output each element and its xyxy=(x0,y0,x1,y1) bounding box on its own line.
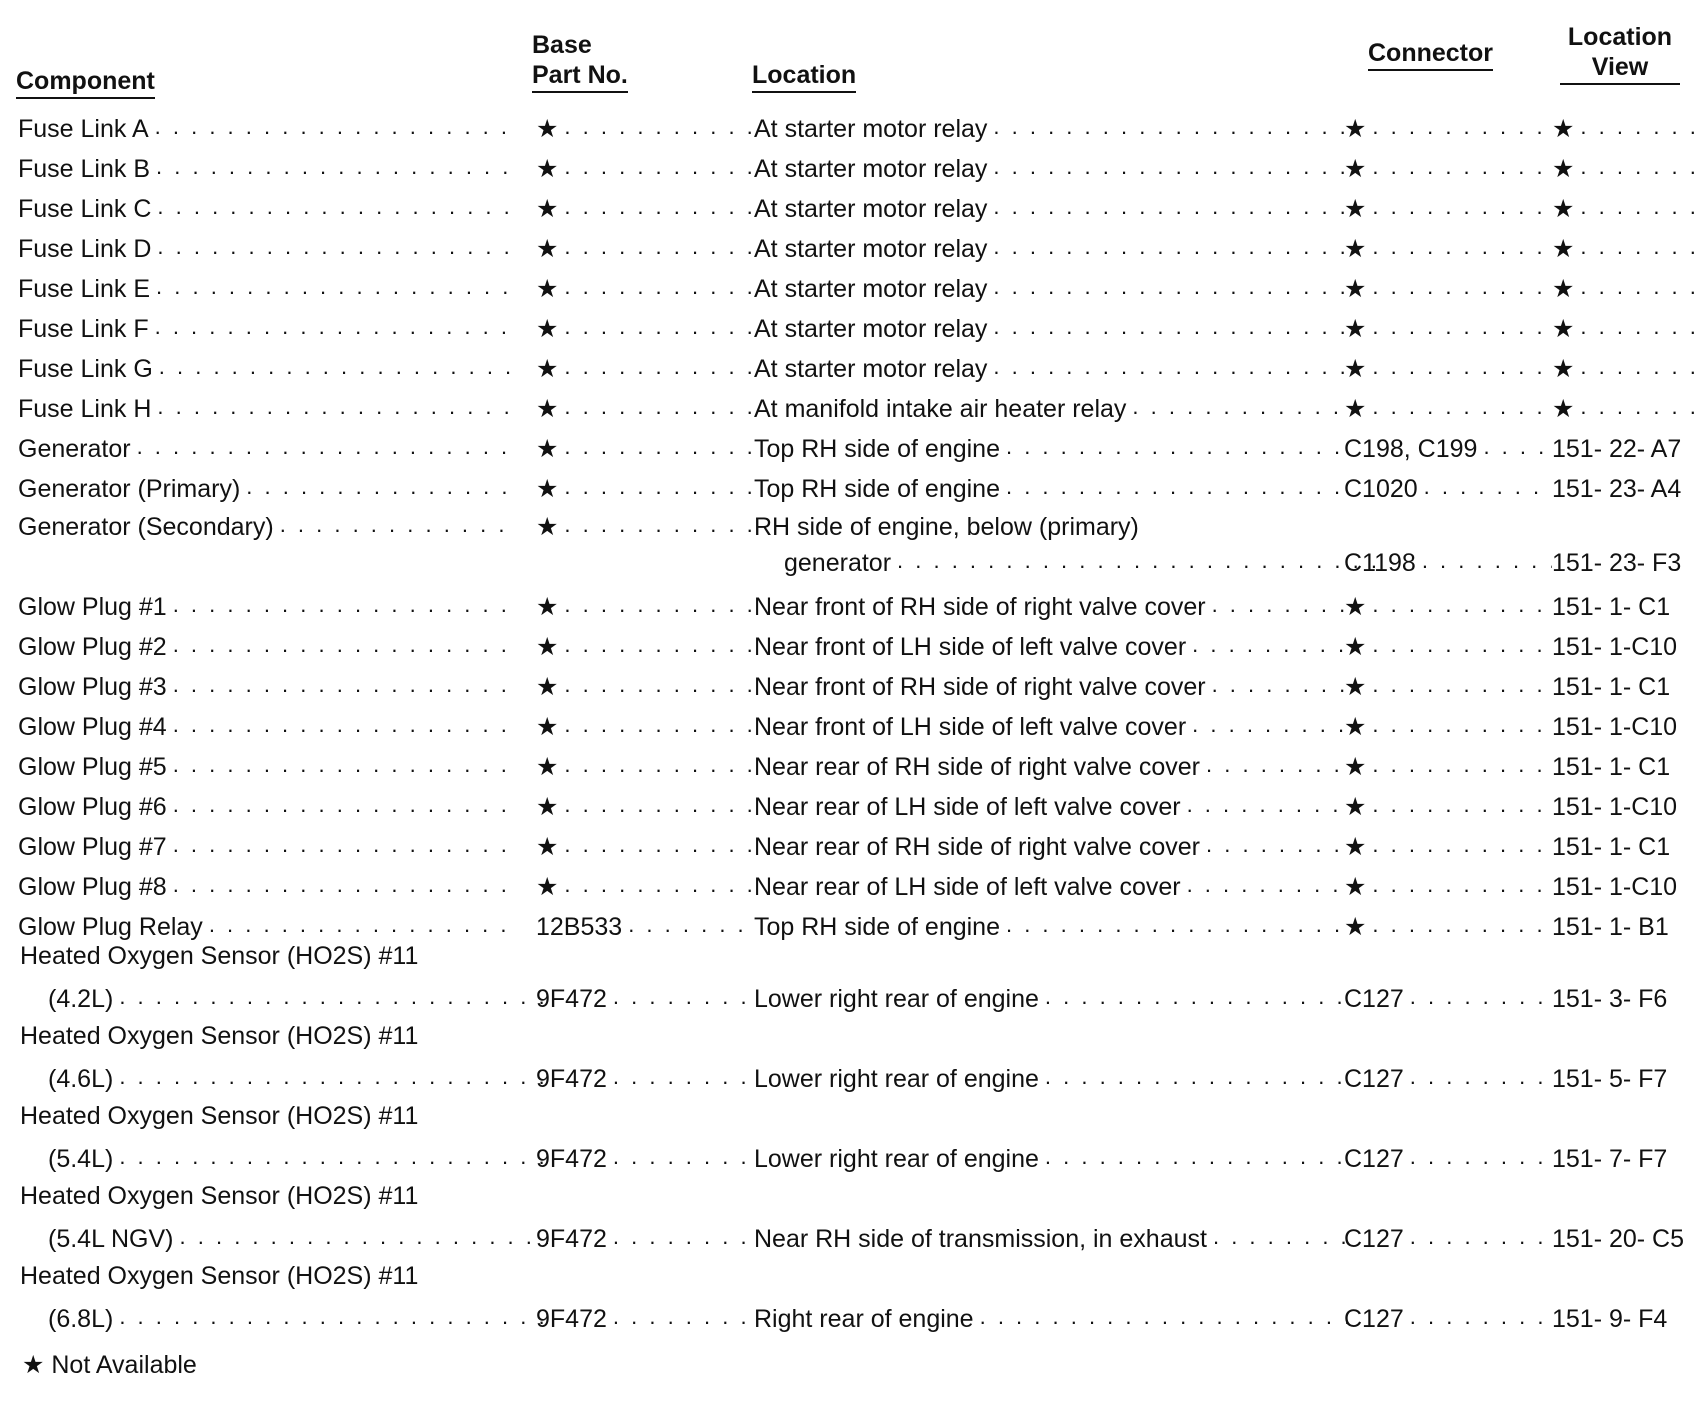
connector-value: C127 xyxy=(1344,1145,1404,1173)
location-view-value: 151- 1- C1 xyxy=(1552,593,1671,621)
part-number: ★ xyxy=(536,753,559,781)
part-number: ★ xyxy=(536,793,559,821)
connector-value: ★ xyxy=(1344,673,1367,701)
connector-value: C1198 xyxy=(1344,549,1416,577)
connector-value: ★ xyxy=(1344,195,1367,223)
connector-value: ★ xyxy=(1344,633,1367,661)
component-name: (5.4L) xyxy=(48,1145,114,1173)
component-name: Glow Plug #5 xyxy=(18,753,167,781)
component-name: Glow Plug #6 xyxy=(18,793,167,821)
component-name: Glow Plug #8 xyxy=(18,873,167,901)
location-view-value: 151- 22- A7 xyxy=(1552,435,1682,463)
location-view-value: 151- 23- A4 xyxy=(1552,475,1682,503)
component-name-line1: Heated Oxygen Sensor (HO2S) #11 xyxy=(20,1262,419,1290)
connector-value: ★ xyxy=(1344,275,1367,303)
component-name: (4.6L) xyxy=(48,1065,114,1093)
part-number: ★ xyxy=(536,513,559,541)
component-name: Fuse Link G xyxy=(18,355,153,383)
header-location-view-line2: View xyxy=(1560,52,1680,85)
table-row xyxy=(0,1054,1708,1094)
location-text: Right rear of engine xyxy=(754,1305,974,1333)
table-row xyxy=(0,144,1708,184)
component-name: (5.4L NGV) xyxy=(48,1225,174,1253)
location-view-value: 151- 1- B1 xyxy=(1552,913,1669,941)
table-row xyxy=(0,974,1708,1014)
location-view-value: ★ xyxy=(1552,195,1575,223)
part-number: ★ xyxy=(536,475,559,503)
header-base-part xyxy=(532,30,628,93)
table-row xyxy=(0,104,1708,144)
table-row xyxy=(0,862,1708,902)
component-name: Fuse Link D xyxy=(18,235,152,263)
component-name: Fuse Link F xyxy=(18,315,149,343)
location-view-value: 151- 1-C10 xyxy=(1552,713,1678,741)
component-name-line1: Heated Oxygen Sensor (HO2S) #11 xyxy=(20,1102,419,1130)
connector-value: ★ xyxy=(1344,155,1367,183)
header-connector-label: Connector xyxy=(1368,38,1493,71)
table-row xyxy=(0,622,1708,662)
location-text: At starter motor relay xyxy=(754,315,988,343)
table-row xyxy=(0,424,1708,464)
table-row xyxy=(0,1294,1708,1334)
table-row xyxy=(0,782,1708,822)
table-row xyxy=(0,662,1708,702)
location-view-value: 151- 1-C10 xyxy=(1552,633,1678,661)
location-view-value: 151- 7- F7 xyxy=(1552,1145,1668,1173)
location-text: Near rear of LH side of left valve cover xyxy=(754,873,1181,901)
location-text: Top RH side of engine xyxy=(754,913,1000,941)
location-view-value: 151- 9- F4 xyxy=(1552,1305,1668,1333)
location-text: Lower right rear of engine xyxy=(754,1145,1039,1173)
location-text: Near front of RH side of right valve cover xyxy=(754,673,1206,701)
connector-value: ★ xyxy=(1344,713,1367,741)
table-row-continuation xyxy=(0,538,1708,578)
part-number: 9F472 xyxy=(536,985,607,1013)
component-name: Glow Plug #4 xyxy=(18,713,167,741)
location-text: Near front of LH side of left valve cover xyxy=(754,633,1187,661)
location-view-value: 151- 1- C1 xyxy=(1552,673,1671,701)
component-name: Fuse Link C xyxy=(18,195,152,223)
part-number: 9F472 xyxy=(536,1065,607,1093)
table-row xyxy=(0,1134,1708,1174)
part-number: ★ xyxy=(536,833,559,861)
connector-value: C1020 xyxy=(1344,475,1418,503)
component-name: Generator (Secondary) xyxy=(18,513,274,541)
header-connector xyxy=(1368,38,1493,71)
connector-value: ★ xyxy=(1344,355,1367,383)
component-name: Glow Plug Relay xyxy=(18,913,203,941)
connector-value: C127 xyxy=(1344,1065,1404,1093)
location-view-value: 151- 1-C10 xyxy=(1552,793,1678,821)
location-text: Lower right rear of engine xyxy=(754,1065,1039,1093)
header-component xyxy=(16,66,155,99)
component-name: Glow Plug #2 xyxy=(18,633,167,661)
header-location xyxy=(752,60,856,93)
location-text: Top RH side of engine xyxy=(754,475,1000,503)
connector-value: ★ xyxy=(1344,115,1367,143)
part-number: ★ xyxy=(536,673,559,701)
connector-value: C127 xyxy=(1344,985,1404,1013)
part-number: ★ xyxy=(536,275,559,303)
location-text: Near front of RH side of right valve cover xyxy=(754,593,1206,621)
table-row xyxy=(0,344,1708,384)
component-name-line1: Heated Oxygen Sensor (HO2S) #11 xyxy=(20,1182,419,1210)
component-name: Glow Plug #3 xyxy=(18,673,167,701)
part-number: 9F472 xyxy=(536,1145,607,1173)
part-number: ★ xyxy=(536,395,559,423)
table-row xyxy=(0,184,1708,224)
connector-value: C198, C199 xyxy=(1344,435,1478,463)
location-text: At starter motor relay xyxy=(754,155,988,183)
table-row xyxy=(0,582,1708,622)
location-text: Near rear of LH side of left valve cover xyxy=(754,793,1181,821)
table-row xyxy=(0,384,1708,424)
component-name-line1: Heated Oxygen Sensor (HO2S) #11 xyxy=(20,1022,419,1050)
table-row xyxy=(0,464,1708,504)
component-name: Fuse Link B xyxy=(18,155,151,183)
part-number: ★ xyxy=(536,713,559,741)
header-location-view xyxy=(1560,22,1680,85)
component-name: (6.8L) xyxy=(48,1305,114,1333)
location-view-value: 151- 5- F7 xyxy=(1552,1065,1668,1093)
table-row xyxy=(0,304,1708,344)
table-row xyxy=(0,822,1708,862)
part-number: ★ xyxy=(536,315,559,343)
location-text: Top RH side of engine xyxy=(754,435,1000,463)
location-view-value: 151- 1- C1 xyxy=(1552,833,1671,861)
component-name: (4.2L) xyxy=(48,985,114,1013)
connector-value: C127 xyxy=(1344,1305,1404,1333)
component-name: Generator xyxy=(18,435,131,463)
part-number: ★ xyxy=(536,633,559,661)
location-view-value: ★ xyxy=(1552,115,1575,143)
location-text: At starter motor relay xyxy=(754,275,988,303)
part-number: ★ xyxy=(536,235,559,263)
table-row xyxy=(0,264,1708,304)
table-row xyxy=(0,502,1708,542)
component-name: Fuse Link H xyxy=(18,395,152,423)
header-location-view-line1: Location xyxy=(1567,23,1673,51)
connector-value: ★ xyxy=(1344,593,1367,621)
location-text: At manifold intake air heater relay xyxy=(754,395,1127,423)
connector-value: ★ xyxy=(1344,873,1367,901)
location-text: Near rear of RH side of right valve cover xyxy=(754,833,1201,861)
location-view-value: ★ xyxy=(1552,315,1575,343)
part-number: 9F472 xyxy=(536,1225,607,1253)
location-text-continued: generator xyxy=(784,549,892,577)
table-row xyxy=(0,1214,1708,1254)
component-name-line1: Heated Oxygen Sensor (HO2S) #11 xyxy=(20,942,419,970)
table-row xyxy=(0,702,1708,742)
table-row xyxy=(0,902,1708,942)
connector-value: C127 xyxy=(1344,1225,1404,1253)
header-base-part-line2: Part No. xyxy=(532,60,628,93)
component-name: Fuse Link A xyxy=(18,115,149,143)
location-view-value: 151- 20- C5 xyxy=(1552,1225,1685,1253)
connector-value: ★ xyxy=(1344,395,1367,423)
location-view-value: 151- 3- F6 xyxy=(1552,985,1668,1013)
part-number: 12B533 xyxy=(536,913,623,941)
header-location-label: Location xyxy=(752,60,856,93)
connector-value: ★ xyxy=(1344,793,1367,821)
component-name: Generator (Primary) xyxy=(18,475,241,503)
component-name: Glow Plug #7 xyxy=(18,833,167,861)
location-view-value: 151- 1- C1 xyxy=(1552,753,1671,781)
location-view-value: ★ xyxy=(1552,395,1575,423)
part-number: ★ xyxy=(536,355,559,383)
location-view-value: ★ xyxy=(1552,355,1575,383)
connector-value: ★ xyxy=(1344,753,1367,781)
location-view-value: 151- 23- F3 xyxy=(1552,549,1682,577)
part-number: ★ xyxy=(536,435,559,463)
location-text: Near rear of RH side of right valve cover xyxy=(754,753,1201,781)
connector-value: ★ xyxy=(1344,913,1367,941)
connector-value: ★ xyxy=(1344,315,1367,343)
part-number: ★ xyxy=(536,873,559,901)
location-text: At starter motor relay xyxy=(754,235,988,263)
location-view-value: 151- 1-C10 xyxy=(1552,873,1678,901)
location-text: RH side of engine, below (primary) xyxy=(754,513,1139,541)
part-number: ★ xyxy=(536,115,559,143)
location-text: Lower right rear of engine xyxy=(754,985,1039,1013)
part-number: ★ xyxy=(536,195,559,223)
footnote: ★ Not Available xyxy=(22,1351,197,1379)
location-text: Near front of LH side of left valve cover xyxy=(754,713,1187,741)
location-view-value: ★ xyxy=(1552,235,1575,263)
table-row xyxy=(0,742,1708,782)
location-text: At starter motor relay xyxy=(754,115,988,143)
location-view-value: ★ xyxy=(1552,275,1575,303)
location-view-value: ★ xyxy=(1552,155,1575,183)
component-name: Glow Plug #1 xyxy=(18,593,167,621)
part-number: ★ xyxy=(536,155,559,183)
location-text: At starter motor relay xyxy=(754,355,988,383)
component-name: Fuse Link E xyxy=(18,275,151,303)
connector-value: ★ xyxy=(1344,235,1367,263)
table-row xyxy=(0,224,1708,264)
connector-value: ★ xyxy=(1344,833,1367,861)
header-base-part-line1: Base xyxy=(532,31,592,59)
part-number: ★ xyxy=(536,593,559,621)
header-component-label: Component xyxy=(16,66,155,99)
part-number: 9F472 xyxy=(536,1305,607,1333)
location-text: Near RH side of transmission, in exhaust xyxy=(754,1225,1207,1253)
location-text: At starter motor relay xyxy=(754,195,988,223)
